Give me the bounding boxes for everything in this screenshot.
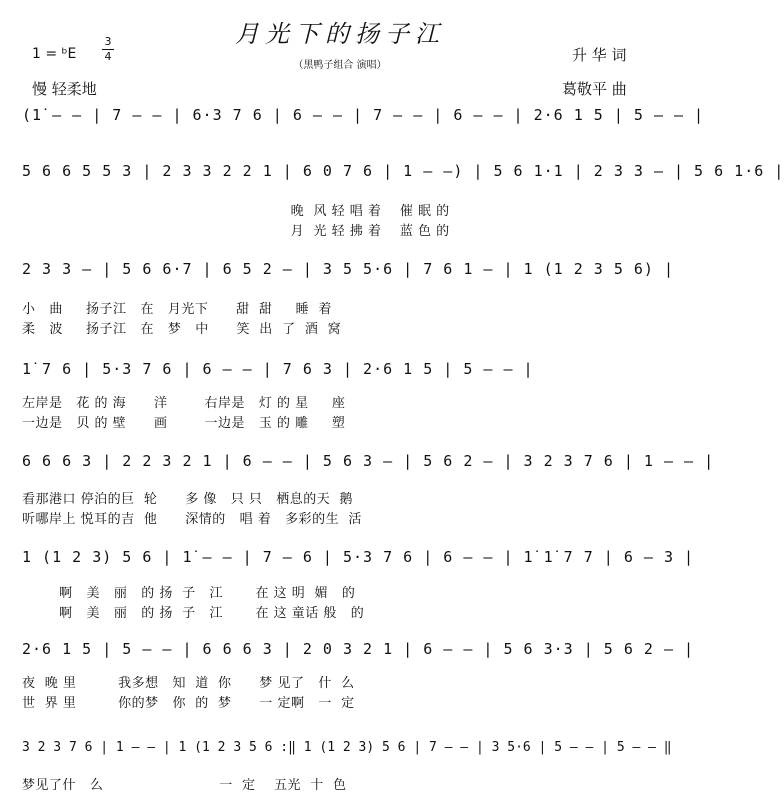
notation-line-5: 6 6 6 3 | 2 2 3 2 1 | 6 — — | 5 6 3 — | 5 6 2 — | 3 2 3 7 6 | 1 — — | bbox=[22, 452, 715, 470]
notation-line-6: 1 (1 2 3) 5 6 | 1̇ — — | 7 — 6 | 5·3 7 6 | 6 — — | 1̇ 1̇ 7 7 | 6 — 3 | bbox=[22, 548, 695, 566]
time-signature-bottom: 4 bbox=[104, 50, 112, 63]
key-signature: 1 = ᵇE bbox=[32, 46, 77, 62]
song-title: 月光下的扬子江 bbox=[235, 20, 445, 48]
tempo-marking: 慢 轻柔地 bbox=[32, 80, 97, 98]
lyric-line-6a: 啊 美 丽 的 扬 子 江 在 这 明 媚 的 bbox=[22, 586, 356, 601]
lyric-line-2b: 月 光 轻 拂 着 蓝 色 的 bbox=[22, 224, 450, 239]
notation-line-3: 2 3 3 — | 5 6 6·7 | 6 5 2 — | 3 5 5·6 | 7 6 1 — | 1 (1 2 3 5 6) | bbox=[22, 260, 674, 278]
time-signature bbox=[102, 36, 114, 63]
lyric-line-4a: 左岸是 花 的 海 洋 右岸是 灯 的 星 座 bbox=[22, 396, 346, 411]
lyric-line-2a: 晚 风 轻 唱 着 催 眠 的 bbox=[22, 204, 450, 219]
lyric-line-3b: 柔 波 扬子江 在 梦 中 笑 出 了 酒 窝 bbox=[22, 322, 342, 337]
lyric-line-6b: 啊 美 丽 的 扬 子 江 在 这 童话 般 的 bbox=[22, 606, 365, 621]
lyric-line-3a: 小 曲 扬子江 在 月光下 甜 甜 睡 着 bbox=[22, 302, 332, 317]
lyric-line-7b: 世 界 里 你的梦 你 的 梦 一 定啊 一 定 bbox=[22, 696, 355, 711]
lyric-line-4b: 一边是 贝 的 壁 画 一边是 玉 的 雕 塑 bbox=[22, 416, 346, 431]
lyric-line-5a: 看那港口 停泊的巨 轮 多 像 只 只 栖息的天 鹅 bbox=[22, 492, 354, 507]
time-signature-top: 3 bbox=[104, 35, 112, 48]
notation-line-1: (1̇ — — | 7 — — | 6·3 7 6 | 6 — — | 7 — — | 6 — — | 2·6 1 5 | 5 — — | bbox=[22, 106, 705, 124]
notation-line-4: 1̇ 7 6 | 5·3 7 6 | 6 — — | 7 6 3 | 2·6 1 5 | 5 — — | bbox=[22, 360, 534, 378]
notation-line-8: 3 2 3 7 6 | 1 — — | 1 (1 2 3 5 6 :‖ 1 (1 2 3) 5 6 | 7 — — | 3 5·6 | 5 — — | 5 — — ‖ bbox=[22, 740, 672, 755]
lyric-line-7a: 夜 晚 里 我多想 知 道 你 梦 见了 什 么 bbox=[22, 676, 355, 691]
lyricist-credit: 升 华 词 bbox=[572, 46, 627, 64]
lyric-line-5b: 听哪岸上 悦耳的吉 他 深情的 唱 着 多彩的生 活 bbox=[22, 512, 362, 527]
lyric-line-8a: 梦见了什 么 一 定 五光 十 色 bbox=[22, 778, 347, 793]
notation-line-7: 2·6 1 5 | 5 — — | 6 6 6 3 | 2 0 3 2 1 | 6 — — | 5 6 3·3 | 5 6 2 — | bbox=[22, 640, 695, 658]
notation-line-2: 5 6 6 5 5 3 | 2 3 3 2 2 1 | 6 0 7 6 | 1 — —) | 5 6 1·1 | 2 3 3 — | 5 6 1·6 | bbox=[22, 162, 784, 180]
composer-credit: 葛敬平 曲 bbox=[562, 80, 627, 98]
performer-credit: （黑鸭子组合 演唱） bbox=[293, 60, 387, 71]
